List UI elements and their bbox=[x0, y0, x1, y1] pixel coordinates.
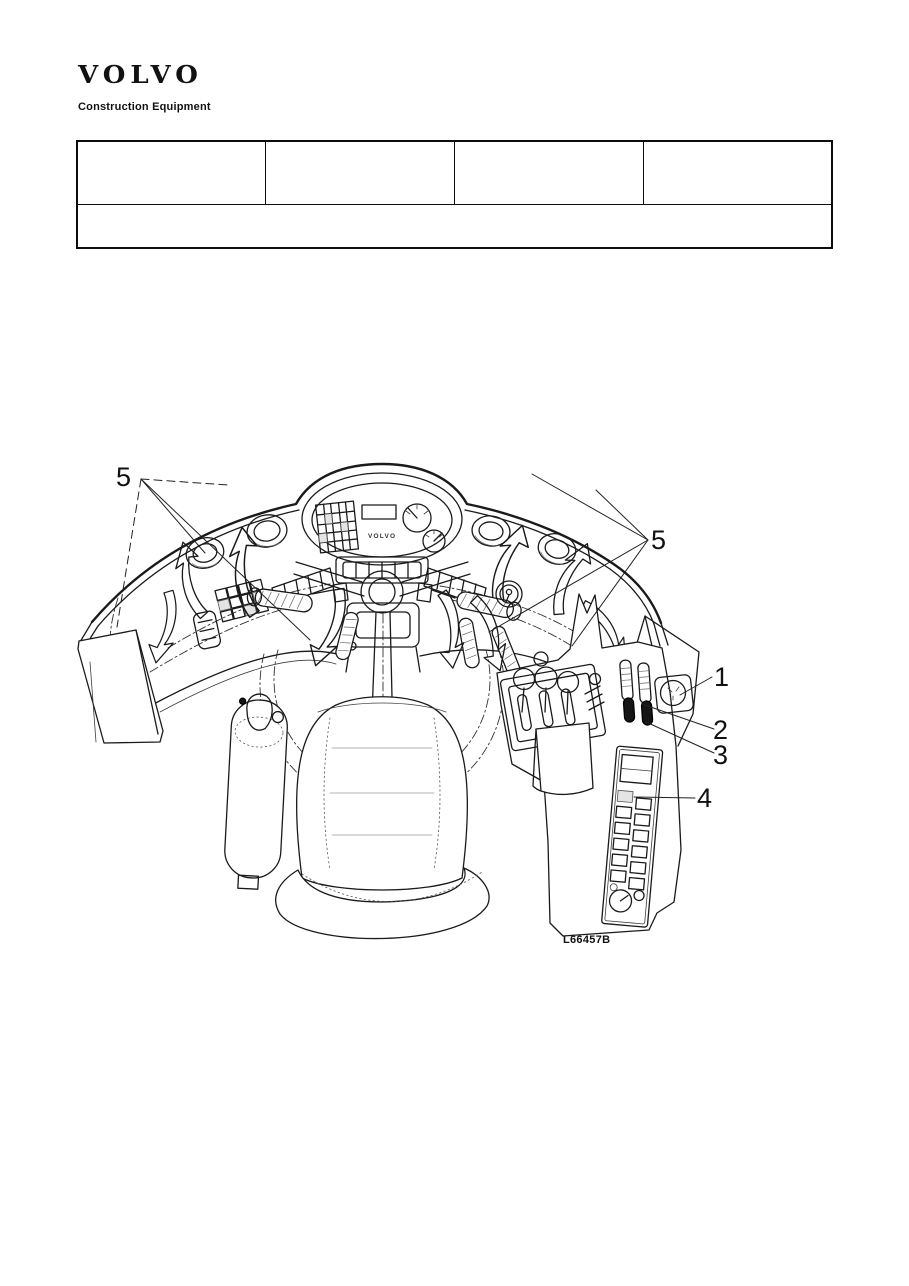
table-row bbox=[77, 205, 832, 249]
armrest-joystick bbox=[223, 693, 289, 891]
console-box bbox=[533, 723, 593, 794]
air-vent bbox=[470, 514, 512, 549]
callout-5-left: 5 bbox=[116, 462, 132, 492]
callout-4: 4 bbox=[697, 783, 713, 813]
operator-station-diagram bbox=[60, 425, 760, 970]
callout-1: 1 bbox=[714, 662, 730, 692]
brand-wordmark: VOLVO bbox=[78, 62, 203, 90]
table-merged-cell bbox=[77, 205, 832, 249]
sub-dash-lever bbox=[334, 611, 359, 661]
header-form-table bbox=[76, 140, 833, 249]
cluster-brand-text: VOLVO bbox=[368, 533, 397, 540]
callout-5-right: 5 bbox=[651, 525, 667, 555]
volvo-logo bbox=[78, 62, 211, 113]
table-cell bbox=[77, 141, 266, 205]
callout-2: 2 bbox=[713, 715, 729, 745]
table-cell bbox=[266, 141, 455, 205]
table-row bbox=[77, 141, 832, 205]
cluster-keypad bbox=[316, 501, 359, 553]
gauge-left bbox=[403, 504, 431, 532]
sub-dash-lever bbox=[458, 617, 480, 669]
figure-caption: L66457B bbox=[563, 934, 611, 946]
operator-seat bbox=[276, 697, 489, 939]
cluster-display bbox=[362, 505, 396, 519]
table-cell bbox=[455, 141, 644, 205]
table-cell bbox=[643, 141, 832, 205]
instrument-cluster bbox=[302, 473, 462, 565]
switch-panel bbox=[192, 610, 221, 650]
ignition-key-switch bbox=[496, 581, 522, 607]
callout-3: 3 bbox=[713, 740, 729, 770]
brand-tagline: Construction Equipment bbox=[78, 101, 211, 113]
gauge-right bbox=[423, 530, 445, 552]
airflow-arrow bbox=[147, 588, 181, 665]
side-console bbox=[497, 594, 699, 936]
